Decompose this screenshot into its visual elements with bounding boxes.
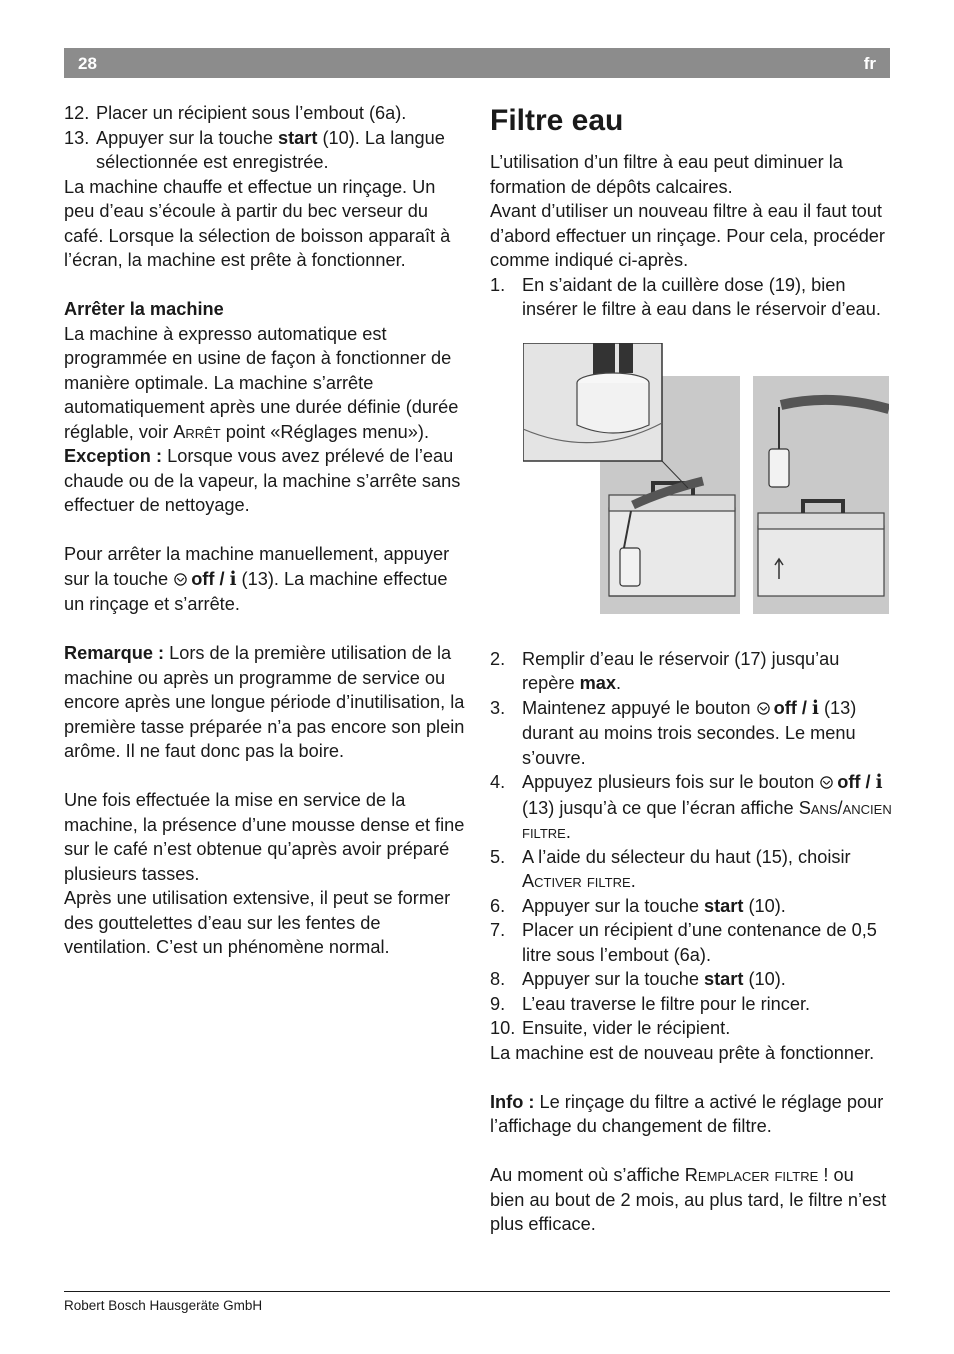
filter-step-9: 9. L’eau traverse le filtre pour le rincer. [490, 993, 811, 1014]
filter-step-8: 8. Appuyer sur la touche start (10). [490, 969, 786, 989]
stop-paragraph: La machine à expresso automatique est programmée en usine de façon à fonctionner de manière optimale. La machine s’arrête automatiquement après une durée définie (durée réglable, voir Arrêt point «Réglages menu»). [64, 323, 459, 442]
footer-divider [64, 1291, 890, 1292]
page-header [64, 48, 890, 78]
ready-paragraph: La machine est de nouveau prête à fonctionner. [490, 1042, 875, 1063]
intro-paragraph-2: Avant d’utiliser un nouveau filtre à eau il faut tout d’abord effectuer un rinçage. Pour cela, procéder comme indiqué ci-après. [490, 201, 885, 270]
power-icon [173, 572, 188, 587]
right-column [490, 101, 892, 1237]
language-code: fr [863, 54, 876, 73]
drops-paragraph: Après une utilisation extensive, il peut se former des gouttelettes d’eau sur les fentes de ventilation. C’est un phénomène normal. [64, 888, 451, 957]
info-paragraph: Info : Le rinçage du filtre a activé le réglage pour l’affichage du changement de filtre. [490, 1091, 884, 1136]
remark-paragraph: Remarque : Lors de la première utilisation de la machine ou après un programme de service ou encore après une longue période d’inutilisation, la première tasse préparée n’a pas encore son plein arôme. Il ne faut donc pas la boire. [64, 643, 465, 761]
filter-step-4: 4. Appuyez plusieurs fois sur le bouton off / i (13) jusqu’à ce que l’écran affiche Sans/ancien filtre. [490, 772, 892, 842]
replace-filter-paragraph: Au moment où s’affiche Remplacer filtre ! ou bien au bout de 2 mois, au plus tard, le filtre n’est plus efficace. [490, 1165, 887, 1234]
page-number: 28 [78, 54, 97, 73]
manual-stop-paragraph: Pour arrêter la machine manuellement, appuyer sur la touche off / i (13). La machine effectue un rinçage et s’arrête. [64, 544, 450, 614]
filter-step-10: 10. Ensuite, vider le récipient. [490, 1018, 731, 1038]
filter-step-7: 7. Placer un récipient d’une contenance de 0,5 litre sous l’embout (6a). [490, 920, 877, 965]
exception-paragraph: Exception : Lorsque vous avez prélevé de l’eau chaude ou de la vapeur, la machine s’arrête sans effectuer de nettoyage. [64, 446, 461, 515]
foam-paragraph: Une fois effectuée la mise en service de la machine, la présence d’une mousse dense et fine sur le café n’est obtenue qu’après avoir préparé plusieurs tasses. [64, 790, 465, 884]
power-icon [756, 701, 771, 716]
stop-heading: Arrêter la machine [64, 299, 224, 319]
filter-step-5: 5. A l’aide du sélecteur du haut (15), choisir Activer filtre. [490, 846, 851, 891]
section-title: Filtre eau [490, 104, 624, 137]
heat-paragraph: La machine chauffe et effectue un rinçage. Un peu d’eau s’écoule à partir du bec verseur du café. Lorsque la sélection de boisson apparaît à l’écran, la machine est prête à fonctionner. [64, 176, 451, 270]
filter-step-6: 6. Appuyer sur la touche start (10). [490, 895, 786, 916]
intro-paragraph-1: L’utilisation d’un filtre à eau peut diminuer la formation de dépôts calcaires. [490, 152, 843, 197]
left-column [64, 101, 469, 960]
step-13: 13. Appuyer sur la touche start (10). La langue sélectionnée est enregistrée. [64, 127, 445, 172]
illustration-svg [523, 343, 889, 619]
filter-insertion-illustration [523, 343, 889, 619]
filter-step-1: 1. En s’aidant de la cuillère dose (19), bien insérer le filtre à eau dans le réservoir d’eau. [490, 274, 881, 319]
filter-step-2: 2. Remplir d’eau le réservoir (17) jusqu’au repère max. [490, 648, 840, 693]
power-icon [819, 775, 834, 790]
step-12: 12. Placer un récipient sous l’embout (6a). [64, 103, 407, 123]
footer-company: Robert Bosch Hausgeräte GmbH [64, 1298, 263, 1313]
filter-step-3: 3. Maintenez appuyé le bouton off / i (13) durant au moins trois secondes. Le menu s’ouvre. [490, 697, 857, 768]
